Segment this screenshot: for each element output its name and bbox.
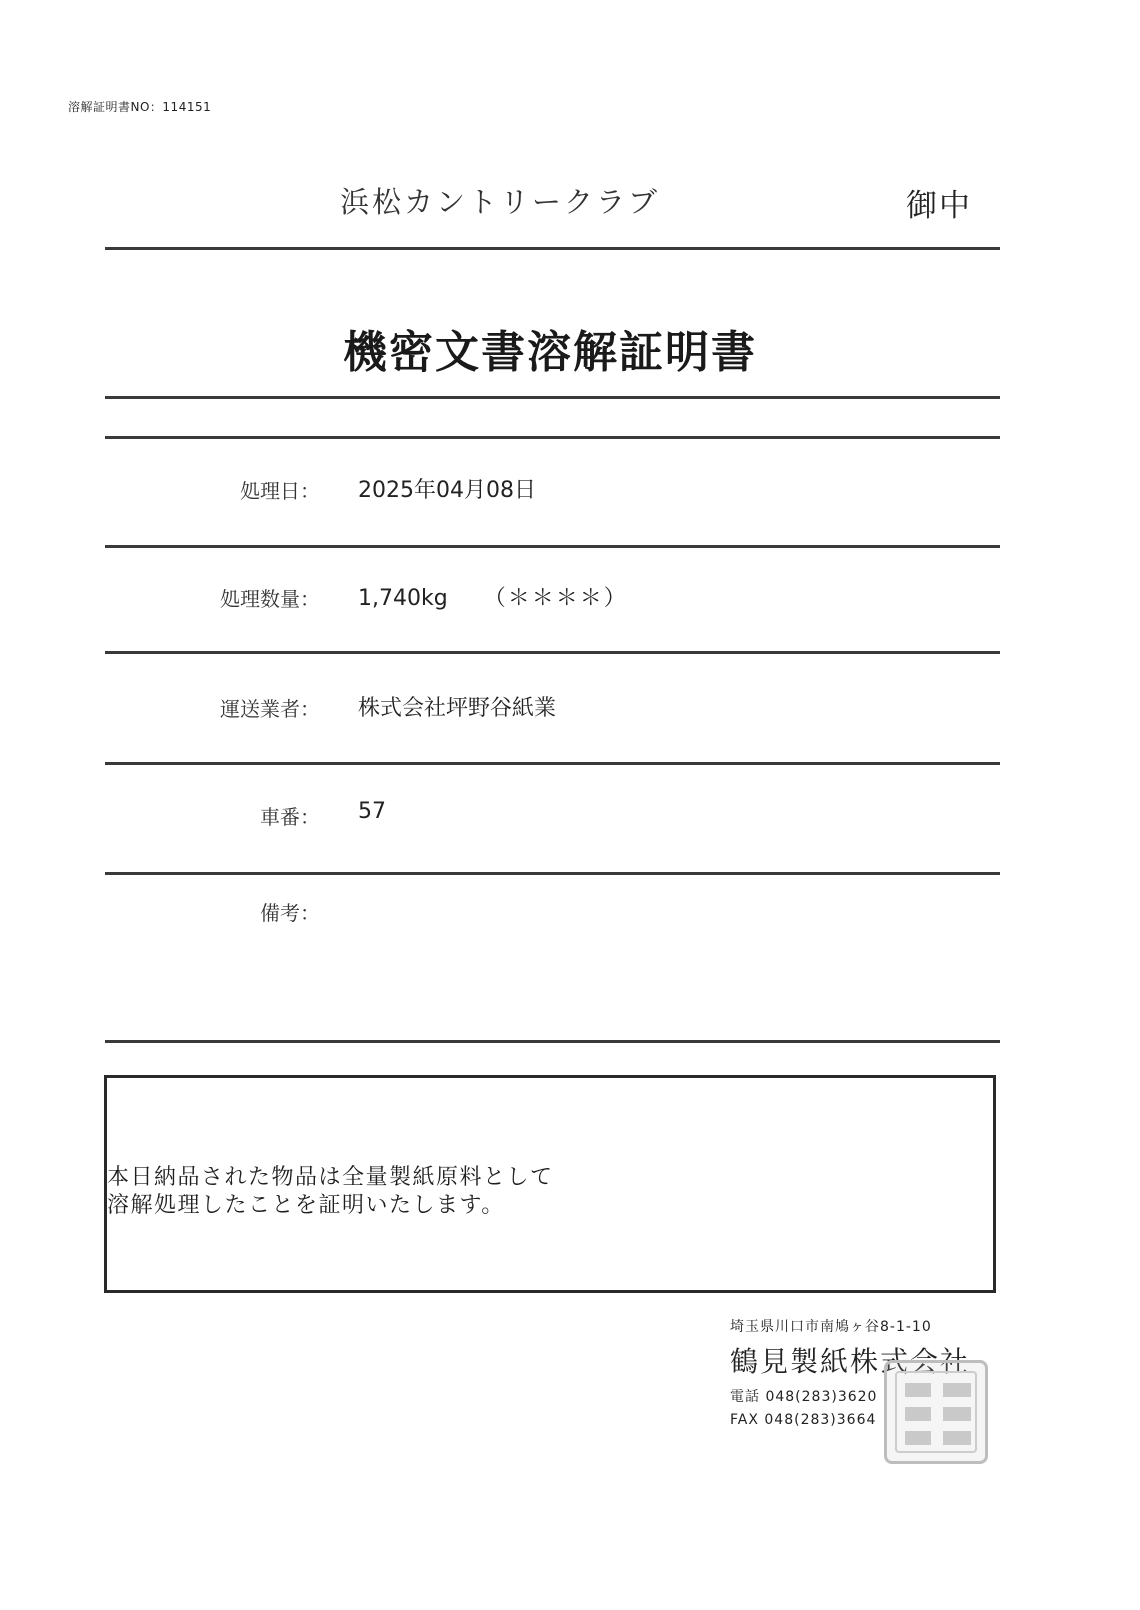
field-label-quantity: 処理数量： (220, 587, 320, 611)
divider (105, 396, 1000, 399)
field-value-quantity: 1,740kg (358, 586, 448, 611)
issuer-tel: 電話 048(283)3620 (730, 1389, 878, 1405)
statement-box (104, 1075, 996, 1293)
field-value-processing-date: 2025年04月08日 (358, 478, 536, 503)
addressee: 浜松カントリークラブ (340, 185, 661, 219)
seal-glyph-mark (905, 1407, 931, 1421)
document-title: 機密文書溶解証明書 (343, 327, 757, 378)
seal-glyph-mark (905, 1383, 931, 1397)
divider (105, 545, 1000, 548)
field-label-processing-date: 処理日： (240, 479, 320, 503)
field-label-vehicle-number: 車番： (260, 805, 320, 829)
divider (105, 872, 1000, 875)
divider (105, 651, 1000, 654)
issuer-address: 埼玉県川口市南鳩ヶ谷8-1-10 (730, 1319, 932, 1335)
field-value-vehicle-number: 57 (358, 799, 386, 824)
seal-glyph-mark (943, 1431, 971, 1445)
divider (105, 436, 1000, 439)
honorific: 御中 (906, 188, 972, 224)
issuer-fax: FAX 048(283)3664 (730, 1412, 877, 1428)
field-value-quantity-row (358, 581, 628, 612)
field-value-carrier: 株式会社坪野谷紙業 (358, 696, 557, 721)
field-label-carrier: 運送業者： (220, 697, 320, 721)
issuer-company: 鶴見製紙株式会社 (730, 1345, 971, 1378)
divider (105, 247, 1000, 250)
certificate-number: 溶解証明書NO：114151 (68, 100, 212, 114)
company-seal-stamp (884, 1360, 988, 1464)
seal-glyph-mark (943, 1407, 971, 1421)
statement-text: 本日納品された物品は全量製紙原料として 溶解処理したことを証明いたします。 (107, 1165, 554, 1218)
divider (105, 762, 1000, 765)
seal-glyph-mark (943, 1383, 971, 1397)
field-value-quantity-extra: （＊＊＊＊） (483, 586, 628, 611)
seal-glyph-mark (905, 1431, 931, 1445)
field-label-remarks: 備考： (260, 901, 320, 925)
divider (105, 1040, 1000, 1043)
